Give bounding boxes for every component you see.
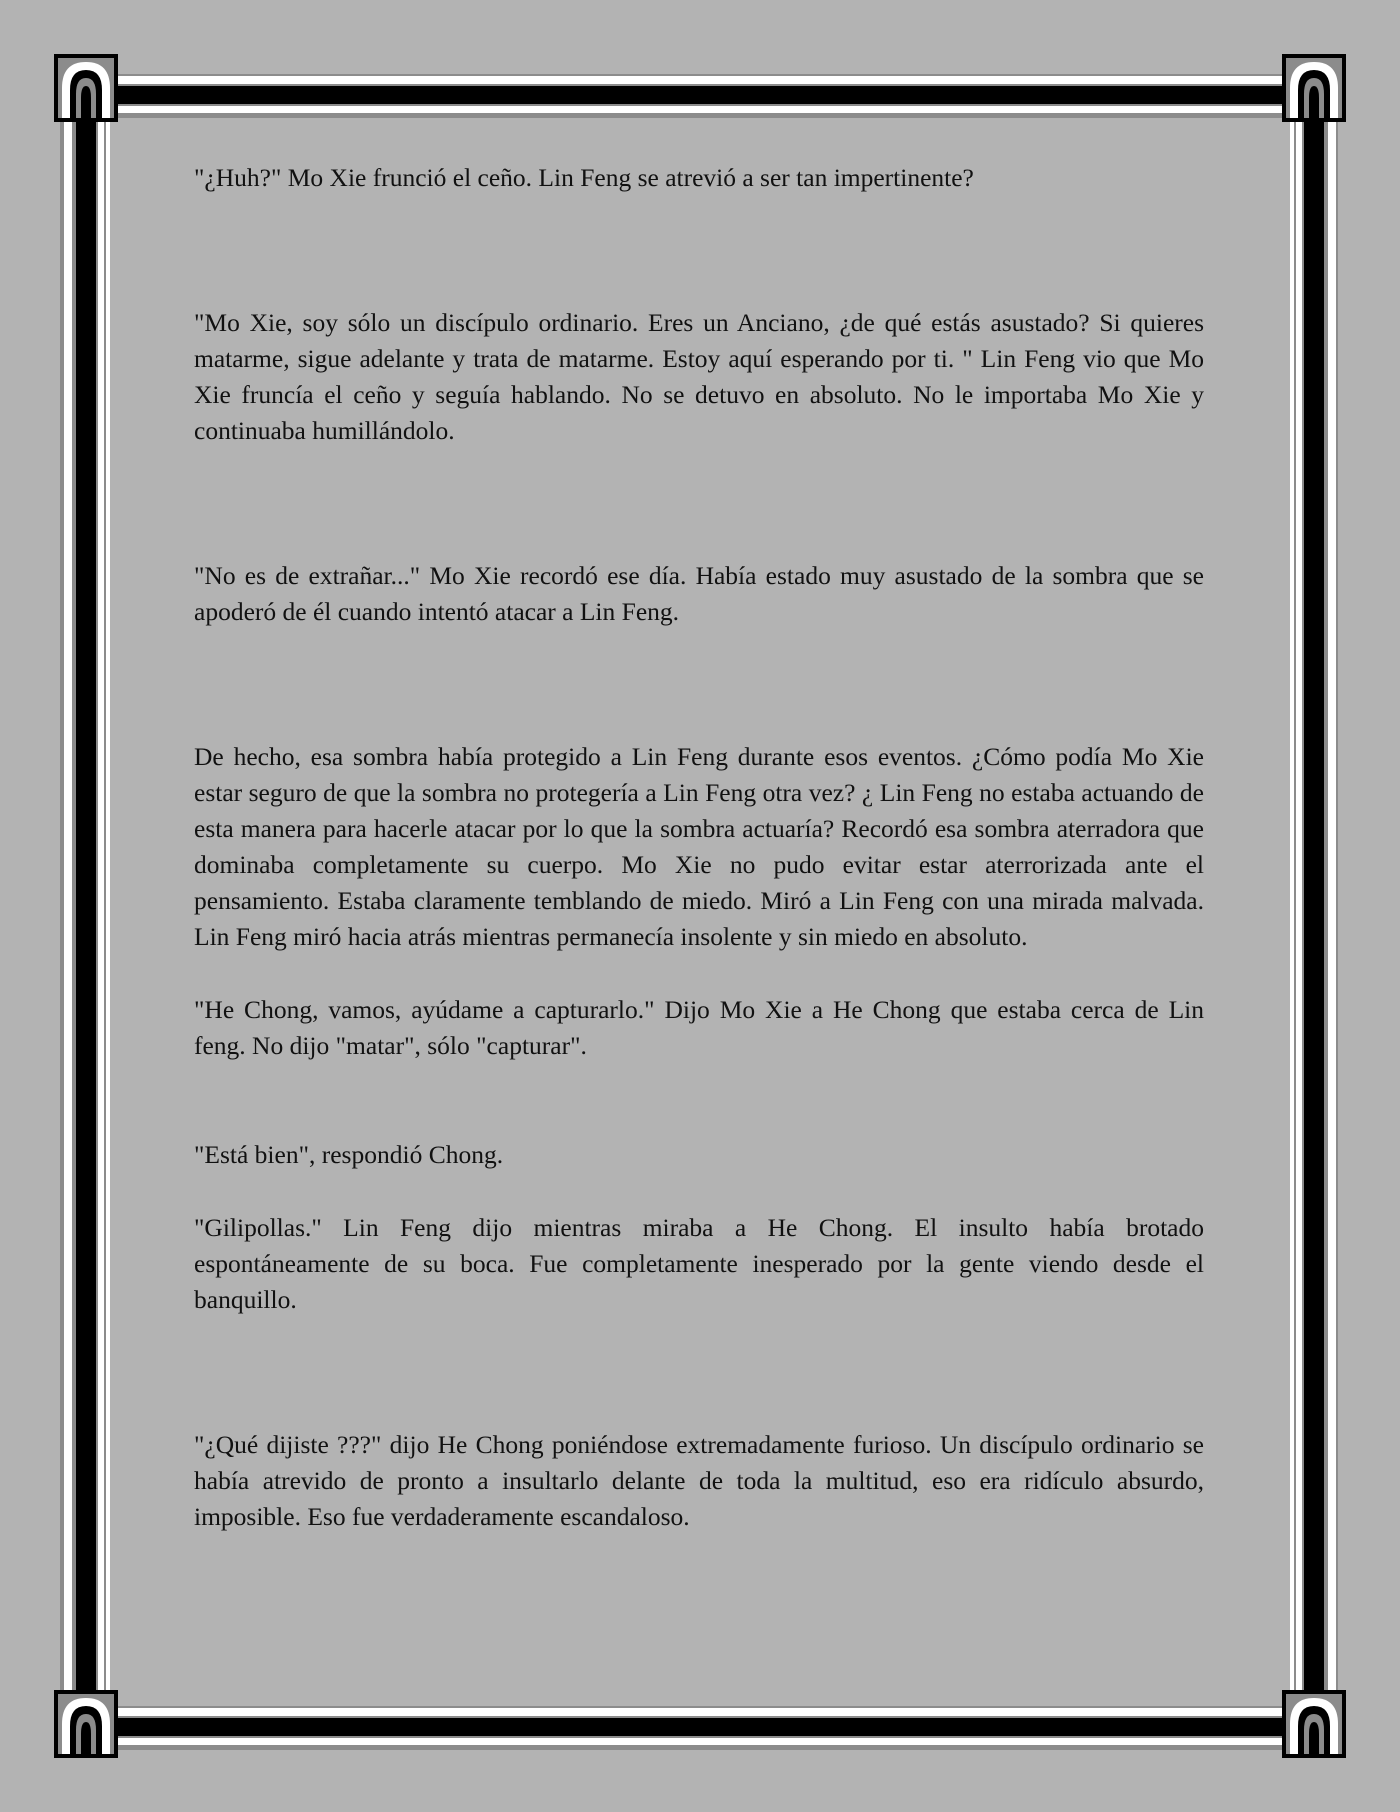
frame-bottom-bar: [118, 1706, 1282, 1750]
frame-corner-top-right: [1282, 54, 1346, 122]
frame-top-bar: [118, 74, 1282, 118]
frame-corner-bottom-left: [54, 1690, 118, 1758]
frame-left-bar: [60, 120, 110, 1704]
paragraph-8: "¿Qué dijiste ???" dijo He Chong poniéndose extremadamente furioso. Un discípulo ordinario se había atrevido de pronto a insultarlo delante de toda la multitud, eso era ridículo absurdo, imposible. Eso fue verdaderamente escandaloso.: [194, 1430, 1204, 1531]
frame-corner-bottom-right: [1282, 1690, 1346, 1758]
paragraph-6: "Está bien", respondió Chong.: [194, 1140, 504, 1169]
page-content: [194, 160, 1204, 1535]
frame-right-bar: [1290, 120, 1338, 1704]
paragraph-4: De hecho, esa sombra había protegido a Lin Feng durante esos eventos. ¿Cómo podía Mo Xie estar seguro de que la sombra no protegería a Lin Feng otra vez? ¿ Lin Feng no estaba actuando de esta manera para hacerle atacar por lo que la sombra actuaría? Recordó esa sombra aterradora que dominaba completamente su cuerpo. Mo Xie no pudo evitar estar aterrorizada ante el pensamiento. Estaba claramente temblando de miedo. Miró a Lin Feng con una mirada malvada. Lin Feng miró hacia atrás mientras permanecía insolente y sin miedo en absoluto.: [194, 742, 1204, 951]
frame-corner-top-left: [54, 54, 118, 122]
paragraph-7: "Gilipollas." Lin Feng dijo mientras miraba a He Chong. El insulto había brotado espontáneamente de su boca. Fue completamente inesperado por la gente viendo desde el banquillo.: [194, 1213, 1204, 1314]
paragraph-3: "No es de extrañar..." Mo Xie recordó ese día. Había estado muy asustado de la sombra que se apoderó de él cuando intentó atacar a Lin Feng.: [194, 561, 1204, 626]
paragraph-1: "¿Huh?" Mo Xie frunció el ceño. Lin Feng se atrevió a ser tan impertinente?: [194, 163, 974, 192]
paragraph-2: "Mo Xie, soy sólo un discípulo ordinario. Eres un Anciano, ¿de qué estás asustado? Si quieres matarme, sigue adelante y trata de matarme. Estoy aquí esperando por ti. " Lin Feng vio que Mo Xie fruncía el ceño y seguía hablando. No se detuvo en absoluto. No le importaba Mo Xie y continuaba humillándolo.: [194, 308, 1204, 445]
paragraph-5: "He Chong, vamos, ayúdame a capturarlo." Dijo Mo Xie a He Chong que estaba cerca de Lin feng. No dijo "matar", sólo "capturar".: [194, 995, 1204, 1060]
